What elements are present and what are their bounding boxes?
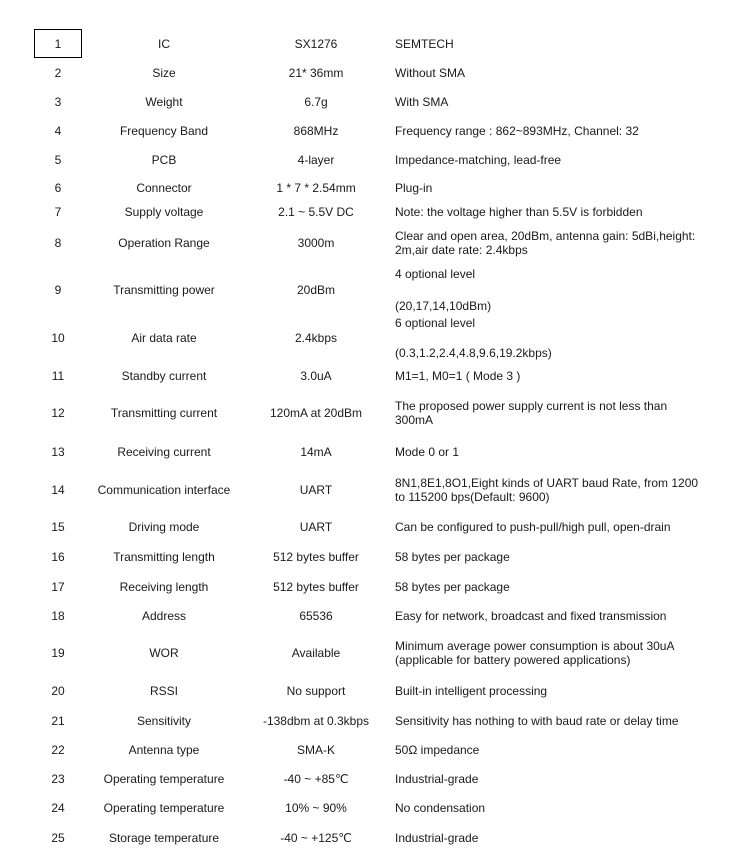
parameter-name: Standby current: [121, 368, 207, 383]
description-line: (20,17,14,10dBm): [395, 299, 492, 313]
parameter-description: [395, 572, 715, 601]
parameter-description: [395, 29, 715, 58]
row-number: 19: [51, 646, 65, 660]
row-number: 24: [51, 800, 65, 815]
parameter-name: Frequency Band: [119, 123, 209, 138]
parameter-description: [395, 201, 715, 223]
parameter-name: RSSI: [149, 683, 178, 698]
row-number: 21: [51, 713, 65, 728]
spec-row: [0, 263, 740, 317]
parameter-description: [395, 764, 715, 793]
spec-row: [0, 735, 740, 764]
parameter-value: 120mA at 20dBm: [269, 406, 363, 420]
row-number: 9: [54, 283, 62, 297]
parameter-description: [395, 676, 715, 705]
spec-row: [0, 706, 740, 735]
spec-row: [0, 793, 740, 822]
description-line: Frequency range : 862~893MHz, Channel: 32: [395, 123, 639, 138]
parameter-name: Connector: [136, 180, 192, 195]
description-line: (0.3,1.2,2.4,4.8,9.6,19.2kbps): [395, 346, 552, 360]
row-number: 6: [54, 180, 62, 195]
parameter-description: [395, 263, 715, 317]
parameter-value: SX1276: [294, 36, 338, 51]
spec-row: [0, 145, 740, 174]
spec-row: [0, 223, 740, 263]
parameter-value: 65536: [299, 608, 333, 623]
parameter-name: Air data rate: [131, 331, 197, 345]
row-number: 13: [51, 444, 65, 459]
parameter-description: [395, 706, 715, 735]
parameter-value: 2.1 ~ 5.5V DC: [278, 205, 354, 219]
row-number: 12: [51, 406, 65, 420]
parameter-value: -40 ~ +125℃: [280, 830, 352, 845]
description-line: With SMA: [395, 94, 449, 109]
spec-row: [0, 116, 740, 145]
spec-row: [0, 676, 740, 705]
parameter-value: 512 bytes buffer: [273, 579, 359, 594]
spec-row: [0, 29, 740, 58]
parameter-value: -40 ~ +85℃: [283, 771, 349, 786]
spec-row: [0, 394, 740, 432]
description-line: Can be configured to push-pull/high pull, open-drain: [395, 520, 671, 534]
description-line: 2m,air date rate: 2.4kbps: [395, 243, 528, 257]
row-number: 8: [54, 236, 62, 250]
row-number: 23: [51, 771, 65, 786]
parameter-description: [395, 542, 715, 571]
parameter-value: 20dBm: [296, 283, 336, 297]
row-number: 5: [54, 152, 62, 167]
spec-row: [0, 513, 740, 541]
parameter-name: Communication interface: [97, 483, 231, 497]
row-number: 16: [51, 549, 65, 564]
description-line: Industrial-grade: [395, 830, 479, 845]
parameter-value: 868MHz: [293, 123, 339, 138]
description-line: Note: the voltage higher than 5.5V is forbidden: [395, 205, 643, 219]
row-number: 2: [54, 65, 62, 80]
row-number: 10: [51, 331, 65, 345]
parameter-value: 3.0uA: [300, 368, 332, 383]
parameter-name: Address: [141, 608, 187, 623]
spec-row: [0, 312, 740, 364]
spec-row: [0, 764, 740, 793]
row-number: 20: [51, 683, 65, 698]
description-line: 50Ω impedance: [395, 742, 480, 757]
parameter-value: -138dbm at 0.3kbps: [262, 713, 370, 728]
parameter-description: [395, 632, 715, 674]
parameter-value: 3000m: [297, 236, 335, 250]
spec-row: [0, 601, 740, 630]
parameter-value: 1 * 7 * 2.54mm: [276, 180, 356, 195]
parameter-description: [395, 471, 715, 509]
parameter-description: [395, 116, 715, 145]
spec-row: [0, 572, 740, 601]
parameter-name: Size: [152, 65, 176, 80]
parameter-name: Driving mode: [128, 520, 200, 534]
parameter-value: 10% ~ 90%: [285, 800, 347, 815]
parameter-name: Sensitivity: [136, 713, 192, 728]
description-line: Impedance-matching, lead-free: [395, 152, 562, 167]
row-number: 18: [51, 608, 65, 623]
description-line: SEMTECH: [395, 36, 454, 51]
description-line: Built-in intelligent processing: [395, 683, 548, 698]
parameter-value: 2.4kbps: [294, 331, 338, 345]
parameter-description: [395, 87, 715, 116]
description-line: Minimum average power consumption is about 30uA: [395, 639, 675, 653]
description-line: Industrial-grade: [395, 771, 479, 786]
parameter-description: [395, 437, 715, 466]
parameter-description: [395, 145, 715, 174]
description-line: Sensitivity has nothing to with baud rate or delay time: [395, 713, 679, 728]
spec-row: [0, 542, 740, 571]
parameter-value: UART: [299, 483, 333, 497]
parameter-name: Operating temperature: [103, 771, 225, 786]
parameter-value: 21* 36mm: [288, 65, 344, 80]
parameter-name: Antenna type: [128, 742, 200, 757]
description-line: (applicable for battery powered applications): [395, 653, 631, 667]
parameter-value: SMA-K: [296, 742, 335, 757]
description-line: 58 bytes per package: [395, 579, 510, 594]
parameter-value: 6.7g: [304, 94, 328, 109]
parameter-name: Supply voltage: [124, 205, 204, 219]
row-number: 22: [51, 742, 65, 757]
description-line: Mode 0 or 1: [395, 444, 460, 459]
parameter-description: [395, 823, 715, 852]
spec-row: [0, 201, 740, 223]
spec-row: [0, 471, 740, 509]
parameter-description: [395, 793, 715, 822]
parameter-name: Transmitting length: [113, 549, 215, 564]
parameter-value: Available: [291, 646, 341, 660]
row-number: 15: [51, 520, 65, 534]
parameter-name: Transmitting current: [110, 406, 218, 420]
parameter-name: Operation Range: [118, 236, 210, 250]
parameter-name: Storage temperature: [108, 830, 220, 845]
parameter-name: Receiving current: [117, 444, 211, 459]
description-line: The proposed power supply current is not less than: [395, 399, 668, 413]
spec-row: [0, 437, 740, 466]
spec-row: [0, 58, 740, 87]
row-number: 3: [54, 94, 62, 109]
parameter-name: Receiving length: [119, 579, 209, 594]
parameter-name: PCB: [151, 152, 177, 167]
parameter-value: No support: [286, 683, 346, 698]
description-line: 8N1,8E1,8O1,Eight kinds of UART baud Rate, from 1200: [395, 476, 699, 490]
parameter-value: UART: [299, 520, 333, 534]
spec-row: [0, 823, 740, 852]
parameter-value: 14mA: [300, 444, 332, 459]
description-line: 58 bytes per package: [395, 549, 510, 564]
parameter-description: [395, 513, 715, 541]
parameter-description: [395, 58, 715, 87]
parameter-description: [395, 174, 715, 201]
parameter-description: [395, 601, 715, 630]
description-line: Without SMA: [395, 65, 466, 80]
parameter-name: Operating temperature: [103, 800, 225, 815]
parameter-value: 4-layer: [297, 152, 335, 167]
description-line: Clear and open area, 20dBm, antenna gain: 5dBi,height:: [395, 229, 696, 243]
parameter-name: WOR: [149, 646, 179, 660]
spec-row: [0, 632, 740, 674]
description-line: 4 optional level: [395, 267, 476, 281]
row-number: 11: [51, 368, 65, 383]
parameter-description: [395, 223, 715, 263]
row-number: 25: [51, 830, 65, 845]
parameter-description: [395, 735, 715, 764]
description-line: Easy for network, broadcast and fixed transmission: [395, 608, 667, 623]
parameter-name: Transmitting power: [113, 283, 215, 297]
row-number: 1: [34, 29, 82, 58]
row-number: 7: [54, 205, 62, 219]
description-line: No condensation: [395, 800, 486, 815]
description-line: Plug-in: [395, 180, 433, 195]
row-number: 4: [54, 123, 62, 138]
parameter-name: Weight: [145, 94, 183, 109]
description-line: to 115200 bps(Default: 9600): [395, 490, 550, 504]
spec-row: [0, 362, 740, 389]
parameter-name: IC: [158, 36, 170, 51]
description-line: 6 optional level: [395, 316, 476, 330]
parameter-description: [395, 312, 715, 364]
description-line: M1=1, M0=1 ( Mode 3 ): [395, 368, 521, 383]
spec-row: [0, 174, 740, 201]
description-line: 300mA: [395, 413, 434, 427]
row-number: 14: [51, 483, 65, 497]
row-number: 17: [51, 579, 65, 594]
parameter-description: [395, 394, 715, 432]
parameter-value: 512 bytes buffer: [273, 549, 359, 564]
parameter-description: [395, 362, 715, 389]
spec-row: [0, 87, 740, 116]
